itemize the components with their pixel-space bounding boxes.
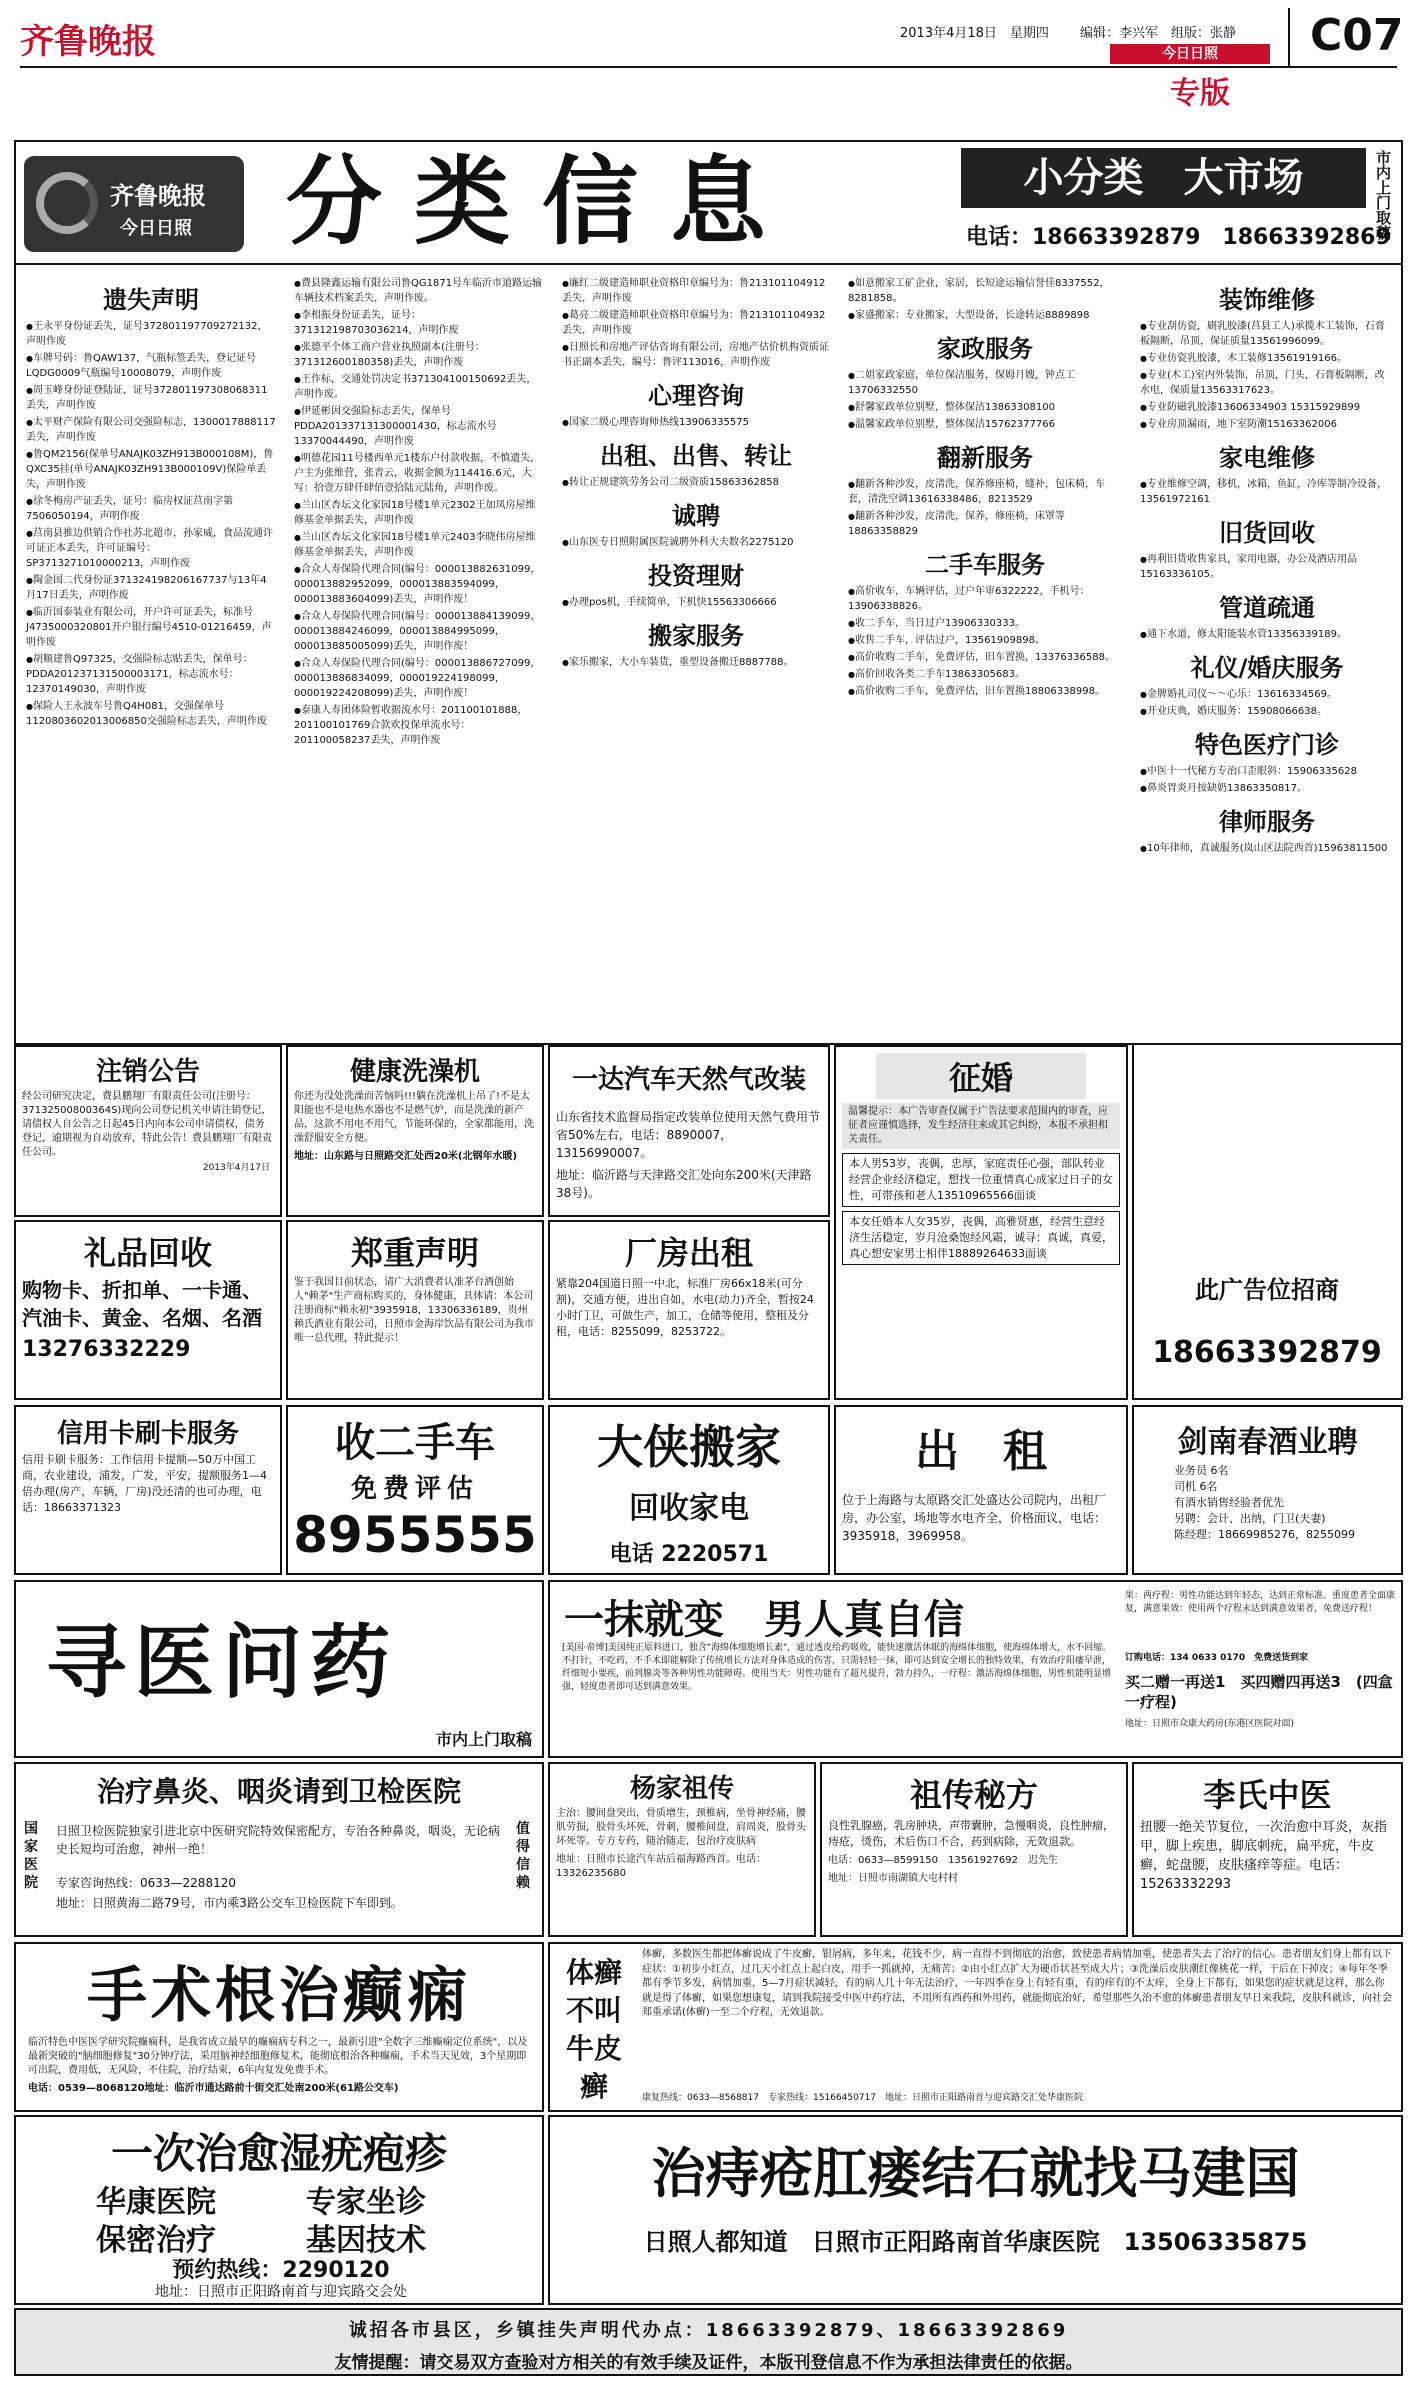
section-title: 管道疏通 (1219, 594, 1315, 622)
list-item: ● 临沂国泰装业有限公司，开户许可证丢失，标准号J4735000320801开户银行编号4510-01216459，声明作废 (26, 605, 276, 650)
banner-logo (24, 156, 244, 252)
ad-zhengzhong-body: 鉴于我国目前状态，请广大消费者认准茅台酒创始人"赖茅"生产商标购买的，身体健康，具体请：本公司注册商标"赖永初"3935918，13306336189，贵州赖氏酒业有限公司，日照市金海岸饮品有限公司为我市唯一总代理，特此提示！ (294, 1277, 534, 1344)
ad-jiankang-body: 你还为没处洗澡而苦恼吗!!!躺在洗澡机上吊了!不是太阳能也不是电热水器也不是燃气炉，而是洗澡的新产品，这款不用电不用气，节能环保的，全家都能用，洗澡舒服安全方便。 (294, 1091, 534, 1144)
ad-zhenghun (834, 1045, 1128, 1400)
special-label: 专版 (1170, 76, 1230, 111)
section-title: 特色医疗门诊 (1195, 731, 1339, 759)
dianxian-body: 临沂特色中医医学研究院癫痫科，是我省成立最早的癫痫病专科之一，最新引进"全数字三维癫痫定位系统"，以及最新突破的"脑细胞修复"30分钟疗法，采用脑神经细胞修复术，能彻底根治各种癫痫，手术当天见效，3个星期即可出院，费用低，无风险，不住院，治疗结束，6年内复发免费手术。 (28, 2037, 528, 2076)
ad-biyan (14, 1762, 544, 1937)
ad-chuzu-title: 出 租 (915, 1426, 1047, 1477)
ad-yida (548, 1045, 830, 1217)
ad-chuzu (834, 1405, 1128, 1575)
ad-shizhen (14, 2115, 544, 2305)
ad-jiannan (1132, 1405, 1403, 1575)
column-2 (288, 270, 550, 1050)
list-item: ● 10年律师，真诚服务(岚山区法院西首)15963811500 (1140, 841, 1394, 856)
list-item: ● 葛亮二级建造师职业资格印章编号为：鲁213101104932丢失，声明作废 (562, 308, 830, 338)
section-title: 心理咨询 (648, 382, 744, 410)
list-item: ● 如意搬家工矿企业，家居，长短途运输信誉佳8337552，8281858。 (848, 276, 1122, 306)
list-item: ● 舒馨家政单位别墅，整体保洁13863308100 (848, 400, 1122, 415)
page-header (20, 8, 1404, 111)
list-item: ● 专业仿瓷乳胶漆，木工装修13561919166。 (1140, 351, 1394, 366)
ad-guanggao-phone: 18663392879 (1152, 1335, 1382, 1370)
list-item: ● 收售二手车，评估过户，13561909898。 (848, 633, 1122, 648)
list-item: ● 高价收购二手车，免费评估，旧车置换，13376336588。 (848, 650, 1122, 665)
list-item: ● 胡顺建鲁Q97325，交强险标志贴丢失，保单号：PDDA201237131500003171，标志流水号：12370149030，声明作废 (26, 652, 276, 697)
ad-daxia-sub: 回收家电 (629, 1491, 749, 1526)
ad-zhuxiao-body: 经公司研究决定，费县鹏翔厂有限责任公司(注册号：37132500800364S)现向公司登记机关申请注销登记，请债权人自公告之日起45日内向本公司申请债权，债务登记，逾期视为自动放弃，特此公告！费县鹏翔厂有限责任公司。 (22, 1091, 272, 1158)
ad-daxia-title: 大侠搬家 (597, 1420, 781, 1474)
shizhen-l2b: 专家坐诊 (306, 2185, 426, 2220)
list-item: ● 二姐家政家庭，单位保洁服务，保姆月嫂，钟点工13706332550 (848, 368, 1122, 398)
yimo-address: 地址：日照市众康大药房(东港区医院对面) (1125, 1719, 1295, 1729)
section-title: 家政服务 (937, 335, 1033, 363)
list-item: ● 兰山区杏坛文化家园18号楼1单元2302王加凤房屋维修基金单据丢失，声明作废 (294, 498, 544, 528)
list-item: ● 翻新各种沙发，皮清洗，保养修座椅，缝补，包床椅，车套，清洗空调13616338486，8213529 (848, 477, 1122, 507)
ad-changfang-body: 紧靠204国道日照一中北，标准厂房66x18米(可分割)，交通方便，进出自如，水电(动力)齐全，暂按24小时门卫，可做生产，加工，仓储等使用，整租及分租，电话：8255099，8253722。 (556, 1277, 814, 1338)
list-item: ● 温馨家政单位别墅，整体保洁15762377766 (848, 417, 1122, 432)
list-item: ● 泰康人寿团体险暂收据流水号：201100101888，201100101769合款欢投保单流水号：201100058237丢失，声明作废 (294, 703, 544, 748)
list-item: ● 合众人寿保险代理合同(编号：000013882631099，000013882952099，000013883594099，000013883604099)丢失，声明作废！ (294, 562, 544, 607)
list-item: ● 合众人寿保险代理合同(编号：000013886727099，000013886834099，000019224198099，000019224208099)丢失，声明作废！ (294, 656, 544, 701)
list-item: ● 明德花园11号楼西单元1楼东户付款收据，不慎遗失，户主为张维营，张青云，收据金额为114416.6元，大写：拾壹万肆仟肆佰壹拾陆元陆角，声明作废。 (294, 451, 544, 496)
ad-jiannan-body: 业务员 6名 司机 6名 有酒水销售经验者优先 另聘：会计、出纳，门卫(夫妻) 陈经理：18669985276，8255099 (1174, 1464, 1355, 1541)
banner-logo-line2: 今日日照 (120, 218, 192, 239)
list-item: ● 张德平个体工商户营业执照副本(注册号：371312600180358)丢失，声明作废 (294, 340, 544, 370)
list-item: ● 高价回收各类二手车13863305683。 (848, 667, 1122, 682)
banner-logo-line1: 齐鲁晚报 (110, 181, 206, 210)
ad-zhenghun-note: 温馨提示：本广告审查仅属于广告法要求范围内的审查，应征者应谨慎选择，发生经济往来或其它纠纷，本报不承担相关责任。 (842, 1103, 1120, 1149)
list-item: ● 专业防磁乳胶漆13606334903 15315929899 (1140, 400, 1394, 415)
column-5 (1134, 270, 1400, 1050)
list-item: ● 专业房顶漏雨，地下室防潮15163362006 (1140, 417, 1394, 432)
list-item: ● 鲁QM2156(保单号ANAJK03ZH913B000108M)，鲁QXC35挂(单号ANAJK03ZH913B000109V)保险单丢失，声明作废 (26, 447, 276, 492)
masthead: 齐鲁晚报 (20, 22, 156, 62)
page-number: C07 (1310, 10, 1404, 61)
logo-swirl-icon (36, 172, 98, 234)
list-item: ● 太平财产保险有限公司交强险标志，1300017888117丢失，声明作废 (26, 415, 276, 445)
ad-changfang-title: 厂房出租 (624, 1234, 753, 1272)
list-item: ● 高价收车，车辆评估，过户年审6322222，手机号：13906338826。 (848, 584, 1122, 614)
banner-big-title: 分类信息 (286, 146, 798, 258)
ad-zhuxiao-date: 2013年4月17日 (202, 1163, 270, 1173)
list-item: ● 再利旧货收售家具，家用电器，办公及酒店用品15163336105。 (1140, 552, 1394, 582)
ad-daxia (548, 1405, 830, 1575)
footer-line2: 友情提醒：请交易双方查验对方相关的有效手续及证件，本版刊登信息不作为承担法律责任的依据。 (334, 2353, 1083, 2373)
list-item: ● 专业维修空调，移机，冰箱，鱼缸，冷库等制冷设备，13561972161 (1140, 477, 1394, 507)
xunyi-note: 市内上门取稿 (435, 1730, 532, 1749)
shizhen-address: 地址：日照市正阳路南首与迎宾路交会处 (155, 2284, 407, 2300)
list-item: ● 廉红二级建造师职业资格印章编号为：鲁213101104912丢失，声明作废 (562, 276, 830, 306)
yimo-body: [美国·帝博]美国纯正原料进口，独含"海绵体细胞增长素"，通过透皮给药吸收，能快速激活休眠的海绵体细胞，使海绵体增大，水不回缩。不打针，不吃药，不手术即能解除了传统增长方法对身体造成的伤害，只需轻轻一抹，即可达到安全增长的独特效果，有效治疗阳痿早泄，纤细短小要疾，前列腺炎等各种男性功能障碍。使用当天：男性功能有了超凡提升，勃力持久，一疗程：激活海绵体细胞，男性机能明显增强，轻度患者即可达到满意效果。 (562, 1643, 1112, 1692)
ad-jiankang-title: 健康洗澡机 (349, 1057, 480, 1087)
ad-lipin-title: 礼品回收 (83, 1234, 212, 1272)
ad-changfang (548, 1220, 830, 1400)
list-item: ● 保险人王永波车号鲁Q4H081，交强保单号1120803602013006850交强险标志丢失，声明作废 (26, 699, 276, 729)
section-title: 装饰维修 (1219, 286, 1315, 314)
ad-ershouche (286, 1405, 544, 1575)
col3-sections (562, 376, 830, 670)
list-item: ● 王永平身份证丢失，证号372801197709272132，声明作废 (26, 319, 276, 349)
ad-yangjia (548, 1762, 816, 1937)
zuchuan-phone: 电话：0633—8599150 13561927692 迟先生 (828, 1855, 1058, 1866)
list-item: ● 陶金国二代身份证371324198206167737与13年4月17日丢失，声明作废 (26, 573, 276, 603)
ad-ershouche-sub: 免费评估 (350, 1474, 479, 1504)
section-title: 诚聘 (672, 502, 720, 530)
shizhen-l2a: 华康医院 (96, 2185, 216, 2220)
niupixuan-body: 体癣，多数医生都把体癣说成了牛皮癣，银屑病，多年来，花钱不少，病一直得不到彻底的治愈，致使患者病情加重，使患者失去了治疗的信心。患者朋友们身上都有以下症状：①初步小红点，过几天小红点上起白皮，用手一抓就掉，无痛苦；②由小红点扩大为硬币状甚至成大片；③洗澡后皮肤潮红像桃花一样，干后在下掉皮；④每年冬季都有季节多发，病情加重，5—7月症状减轻，有的病人几十年无法治疗，一年四季在身上有轻有重，有的痒有的不太痒，全身上下都有，如果您的症状就是这样，那么你就是得了体癣，如果您想康复，请到我院接受中医中药疗法，不用所有西药和外用药，就能彻底治好，希望那些久治不愈的体癣患者朋友早日来我院，皮肤科就诊，向社会郑重承诺(体癣)一至二个疗程，无效退款。 (642, 1949, 1392, 2018)
ad-xunyi (14, 1580, 544, 1758)
shizhen-l3b: 基因技术 (306, 2223, 426, 2258)
ad-jiankang-contact: 地址：山东路与日照路交汇处西20米(北钢年水暖) (294, 1151, 518, 1162)
date-line: 2013年4月18日 星期四 (900, 26, 1049, 41)
zuchuan-body: 良性乳腺癌，乳房肿块，声带囊肿，急慢咽炎，良性肿瘤，痔疮，烫伤，术后伤口不合，药到病除，无效退款。 (828, 1819, 1114, 1848)
list-item: ● 李相振身份证丢失，证号：371312198703036214，声明作废 (294, 308, 544, 338)
niupixuan-title: 体癣不叫牛皮癣 (565, 1956, 622, 2103)
biyan-side-left: 国家医院 (24, 1821, 38, 1891)
ad-zhuxiao (14, 1045, 282, 1217)
ad-chuzu-body: 位于上海路与太原路交汇处盛达公司院内，出租厂房，办公室，场地等水电齐全，价格面议，电话：3935918，3969958。 (842, 1493, 1107, 1543)
col3-list (562, 276, 830, 370)
list-item: ● 转让正规建筑劳务公司二级资质15863362858 (562, 475, 830, 490)
section-title: 二手车服务 (925, 551, 1045, 579)
ad-lipin-body: 购物卡、折扣单、一卡通、汽油卡、黄金、名烟、名酒 (22, 1278, 262, 1330)
ad-zuchuan (820, 1762, 1128, 1937)
list-item: ● 专业(木工)室内外装饰，吊顶，门头，石膏板隔断，改水电，保质量13563317623。 (1140, 368, 1394, 398)
col5-sections (1140, 280, 1394, 856)
ad-zhengzhong-title: 郑重声明 (350, 1234, 479, 1272)
section-title: 家电维修 (1219, 444, 1315, 472)
biyan-body: 日照卫检医院独家引进北京中医研究院特效保密配方，专治各种鼻炎，咽炎，无论病史长短均可治愈，神州一绝！ (56, 1824, 501, 1856)
list-item: ● 收二手车，当日过户13906330333。 (848, 616, 1122, 631)
section-title: 投资理财 (648, 562, 744, 590)
zuchuan-address: 地址：日照市南湖镇大屯村村 (828, 1873, 958, 1884)
ad-xinyongka (14, 1405, 282, 1575)
list-item: ● 合众人寿保险代理合同(编号：000013884139099，000013884246099，000013884995099，000013885005099)丢失，声明作废！ (294, 609, 544, 654)
lishi-title: 李氏中医 (1203, 1776, 1332, 1814)
xunyi-title: 寻医问药 (46, 1616, 398, 1709)
editor-line: 编辑：李兴军 组版：张静 (1080, 26, 1237, 41)
list-item: ● 王作标，交通处罚决定书371304100150692丢失，声明作废。 (294, 372, 544, 402)
yimo-title: 一抹就变 男人真自信 (564, 1597, 964, 1643)
ad-zhengzhong (286, 1220, 544, 1400)
ad-lishi (1132, 1762, 1403, 1937)
yangjia-address: 地址：日照市长途汽车站后福海路西首。电话：13326235680 (556, 1854, 766, 1879)
biyan-phone: 专家咨询热线：0633—2288120 (56, 1876, 236, 1890)
yimo-promo: 买二赠一再送1 买四赠四再送3 (四盒一疗程) (1125, 1673, 1393, 1711)
ad-niupixuan (548, 1942, 1403, 2112)
section-title: 旧货回收 (1219, 519, 1315, 547)
list-item: ● 莒南县推边供销合作社苏北超市，孙家威，食品流通许可证正本丢失，许可证编号：SP3713271010000213，声明作废 (26, 526, 276, 571)
list-item: ● 日照长和房地产评估咨询有限公司，房地产估价机构资质证书正副本丢失，编号：鲁评113016，声明作废 (562, 340, 830, 370)
yangjia-title: 杨家祖传 (629, 1774, 734, 1804)
col4-list (848, 276, 1122, 323)
ad-ershouche-title: 收二手车 (335, 1420, 495, 1466)
list-item: ● 家盛搬家：专业搬家，大型设备，长途转运8889898 (848, 308, 1122, 323)
biyan-address: 地址：日照黄海二路79号，市内乘3路公交车卫检医院下车即到。 (56, 1896, 403, 1910)
ad-yida-address: 地址：临沂路与天津路交汇处向东200米(天津路38号)。 (556, 1168, 812, 1200)
list-item: ● 办理pos机，手续简单，下机快15563306666 (562, 595, 830, 610)
list-item: ● 中医十一代秘方专治口歪眼斜：15906335628 (1140, 764, 1394, 779)
section-title: 出租、出售、转让 (600, 442, 792, 470)
ad-xinyongka-body: 信用卡刷卡服务：工作信用卡提额—50万中国工商，农业建设，浦发，广发，平安，提额服务1—4倍办理(房产，车辆，厂房)没还清的也可办理，电话：18663371323 (22, 1453, 267, 1514)
ad-guanggao-title: 此广告位招商 (1195, 1276, 1339, 1304)
ad-zhenghun-p1: 本人男53岁，丧偶，忠厚，家庭责任心强，部队转业经营企业经济稳定，想找一位重情真心成家过日子的女性，可带孩和老人13510965566面谈 (842, 1153, 1120, 1207)
header-divider (1288, 8, 1290, 68)
majianguo-title: 治痔疮肛瘘结石就找马建国 (651, 2141, 1300, 2205)
list-item: ● 车牌号码：鲁QAW137，气瓶标签丢失，登记证号LQDG0009气瓶编号10008079，声明作废 (26, 351, 276, 381)
col2-list (294, 276, 544, 748)
ad-lipin-phone: 13276332229 (22, 1337, 191, 1362)
niupixuan-phone: 康复热线：0633—8568817 专家热线：15166450717 地址：日照市正阳路南首与迎宾路交汇处华康医院 (642, 2093, 1083, 2103)
ad-yida-body: 山东省技术监督局指定改装单位使用天然气费用节省50%左右，电话：8890007，13156990007。 (556, 1110, 821, 1160)
list-item: ● 翻新各种沙发，皮清洗，保养，修座椅，床罩等18863358829 (848, 509, 1122, 539)
column-1 (20, 270, 282, 1050)
list-item: ● 开业庆典，婚庆服务：15908066638。 (1140, 704, 1394, 719)
list-item: ● 山东医专日照附属医院诚聘外科大夫数名2275120 (562, 535, 830, 550)
ad-yida-title: 一达汽车天然气改装 (571, 1065, 806, 1095)
yangjia-body: 主治：腰间盘突出，骨质增生，颈椎病，坐骨神经痛，腰肌劳损，股骨头坏死，骨刺，腰椎间盘，肩周炎，股骨头坏死等。专方专药，随治随走，包治疗皮肤病 (556, 1808, 806, 1847)
banner-phone-line: 电话：18663392879 18663392869 (966, 225, 1391, 250)
list-item: ● 专业刮仿瓷，刷乳胶漆(莒县工人)承揽木工装饰，石膏板隔断，吊顶，保证质量13561996099。 (1140, 319, 1394, 349)
ad-zhenghun-title: 征婚 (876, 1053, 1086, 1099)
list-item: ● 家乐搬家，大小车装货，重型设备搬迁8887788。 (562, 655, 830, 670)
list-item: ● 徐冬梅房产证丢失，证号：临房权证莒南字第7506050194，声明作废 (26, 494, 276, 524)
dianxian-phone: 电话：0539—8068120地址：临沂市通达路前十街交汇处南200米(61路公交车) (28, 2083, 399, 2094)
footer-line1: 诚招各市县区，乡镇挂失声明代办点：18663392879、18663392869 (348, 2320, 1069, 2341)
ad-dianxian (14, 1942, 544, 2112)
lishi-body: 扭腰一绝关节复位，一次治愈中耳炎，灰指甲，脚上疾患，脚底刺疣，扁平疣，牛皮癣，蛇盘腰，皮肤瘙痒等症。电话：15263332293 (1140, 1820, 1388, 1892)
ad-zhuxiao-title: 注销公告 (95, 1057, 200, 1087)
list-item: ● 高价收购二手车，免费评估，旧车置换18806338998。 (848, 684, 1122, 699)
list-item: ● 费县隆鑫运输有限公司鲁QG1871号车临沂市道路运输车辆技术档案丢失，声明作废。 (294, 276, 544, 306)
list-item: ● 兰山区杏坛文化家园18号楼1单元2403李晓伟房屋维修基金单据丢失，声明作废 (294, 530, 544, 560)
ad-jiannan-title: 剑南春酒业聘 (1177, 1425, 1358, 1460)
list-item: ● 周玉峰身份证登陆证，证号372801197308068311丢失，声明作废 (26, 383, 276, 413)
biyan-side-right: 值得信赖 (516, 1821, 530, 1891)
ad-xinyongka-title: 信用卡刷卡服务 (56, 1419, 239, 1449)
biyan-title: 治疗鼻炎、咽炎请到卫检医院 (96, 1775, 461, 1808)
list-item: ● 鼻炎胃炎月按缺奶13863350817。 (1140, 781, 1394, 796)
column-4 (842, 270, 1128, 1050)
ad-yimo (548, 1580, 1403, 1758)
list-item: ● 国家二级心理咨询师热线13906335575 (562, 415, 830, 430)
ad-guanggao (1136, 1250, 1398, 1390)
section-title: 律师服务 (1219, 808, 1315, 836)
column-3 (556, 270, 836, 1050)
section-title: 搬家服务 (648, 622, 744, 650)
ad-daxia-phone: 电话 2220571 (609, 1542, 769, 1567)
banner-slogan: 小分类 大市场 (961, 148, 1366, 208)
yimo-order: 订购电话：134 0633 0170 免费送货到家 (1125, 1653, 1309, 1663)
ad-zhenghun-p2: 本女任婚本人女35岁，丧偶，高雅贤惠，经营生意经济生活稳定，岁月沧桑饱经风霜，诚寻：真诚，真爱，真心想安家男士相伴18889264633面谈 (842, 1211, 1120, 1265)
dianxian-title: 手术根治癫痫 (87, 1961, 471, 2031)
ad-majianguo (548, 2115, 1403, 2305)
zuchuan-title: 祖传秘方 (909, 1776, 1038, 1814)
majianguo-sub: 日照人都知道 日照市正阳路南首华康医院 13506335875 (643, 2228, 1308, 2256)
section-title: 礼仪/婚庆服务 (1190, 654, 1344, 682)
section-tag: 今日日照 (1110, 44, 1270, 64)
list-item: ● 金牌婚礼司仪～～心乐：13616334569。 (1140, 687, 1394, 702)
list-item: ● 伊延彬因交强险标志丢失，保单号PDDA201337131300001430，标志流水号13370044490，声明作废 (294, 404, 544, 449)
banner (14, 140, 1403, 265)
shizhen-hotline: 预约热线：2290120 (172, 2258, 390, 2283)
col4-sections (848, 329, 1122, 699)
ad-lipin (14, 1220, 282, 1400)
ad-jiankang (286, 1045, 544, 1217)
banner-side-note: 市内上门取稿 (1374, 150, 1392, 240)
footer (14, 2308, 1403, 2376)
shizhen-title: 一次治愈湿疣疱疹 (110, 2129, 447, 2178)
shizhen-l3a: 保密治疗 (96, 2223, 216, 2258)
section-title: 翻新服务 (937, 444, 1033, 472)
section-title-yishi: 遗失声明 (103, 286, 199, 314)
ad-ershouche-phone: 8955555 (293, 1506, 537, 1564)
col1-list (26, 319, 276, 729)
list-item: ● 通下水道，修太阳能装水管13356339189。 (1140, 627, 1394, 642)
yimo-right: 果：两疗程：男性功能达到年轻态，达到正常标准。重度患者全面康复，满意果效：使用两个疗程未达到满意效果者，免费送疗程！ (1125, 1591, 1396, 1614)
